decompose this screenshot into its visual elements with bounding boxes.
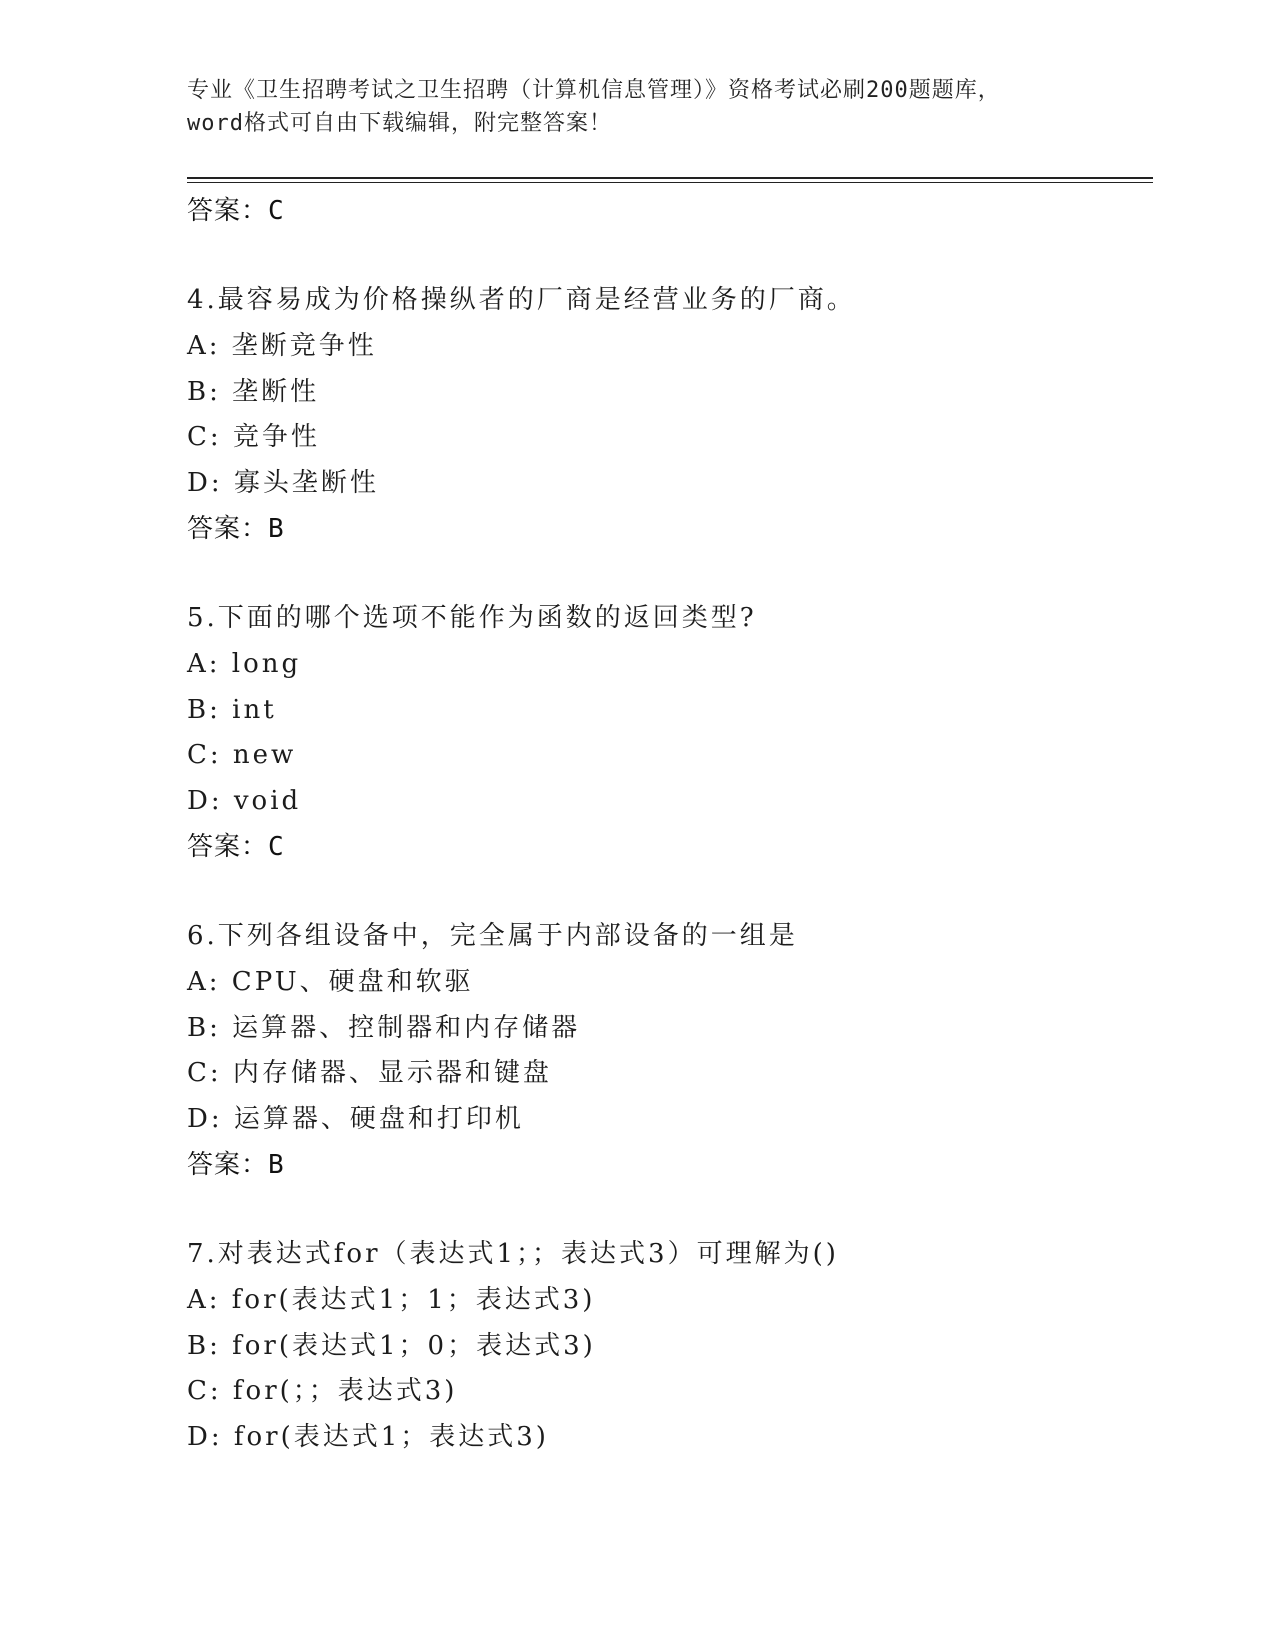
answer-line: 答案：C <box>187 832 285 862</box>
spacer <box>187 870 1147 914</box>
option-c: C: 竞争性 <box>187 422 320 452</box>
spacer <box>187 552 1147 596</box>
answer-line: 答案：C <box>187 196 285 226</box>
option-d: D: void <box>187 785 302 816</box>
spacer <box>187 234 1147 278</box>
question-block <box>187 278 1147 552</box>
option-c: C: new <box>187 740 297 770</box>
header-divider <box>187 177 1153 179</box>
option-a: A: CPU、硬盘和软驱 <box>187 967 474 997</box>
option-b: B: 运算器、控制器和内存储器 <box>187 1012 581 1043</box>
option-b: B: int <box>187 694 277 725</box>
question-block <box>187 1232 1147 1460</box>
question-stem: 4.最容易成为价格操纵者的厂商是经营业务的厂商。 <box>187 285 856 315</box>
question-stem: 6.下列各组设备中，完全属于内部设备的一组是 <box>187 921 798 951</box>
option-a: A: for(表达式1；1；表达式3) <box>187 1285 596 1315</box>
question-block <box>187 914 1147 1188</box>
answer-line: 答案：B <box>187 1150 285 1180</box>
header-line-1: 专业《卫生招聘考试之卫生招聘（计算机信息管理）》资格考试必刷200题题库， <box>187 78 1001 103</box>
option-a: A: long <box>187 649 302 679</box>
spacer <box>187 1188 1147 1232</box>
option-a: A: 垄断竞争性 <box>187 331 377 361</box>
header-line-2: word格式可自由下载编辑，附完整答案！ <box>187 111 612 136</box>
document-header <box>187 74 1087 140</box>
option-b: B: 垄断性 <box>187 376 320 407</box>
question-list <box>187 188 1147 1460</box>
question-stem: 7.对表达式for（表达式1；；表达式3）可理解为() <box>187 1239 839 1269</box>
question-block <box>187 596 1147 870</box>
option-d: D: 运算器、硬盘和打印机 <box>187 1103 524 1134</box>
option-b: B: for(表达式1；0；表达式3) <box>187 1330 596 1361</box>
option-d: D: 寡头垄断性 <box>187 467 379 498</box>
option-c: C: 内存储器、显示器和键盘 <box>187 1058 552 1088</box>
question-stem: 5.下面的哪个选项不能作为函数的返回类型? <box>187 603 757 633</box>
answer-line: 答案：B <box>187 514 285 544</box>
header-divider-thin <box>187 182 1153 183</box>
option-d: D: for(表达式1；表达式3) <box>187 1421 549 1452</box>
option-c: C: for(；；表达式3) <box>187 1376 458 1406</box>
